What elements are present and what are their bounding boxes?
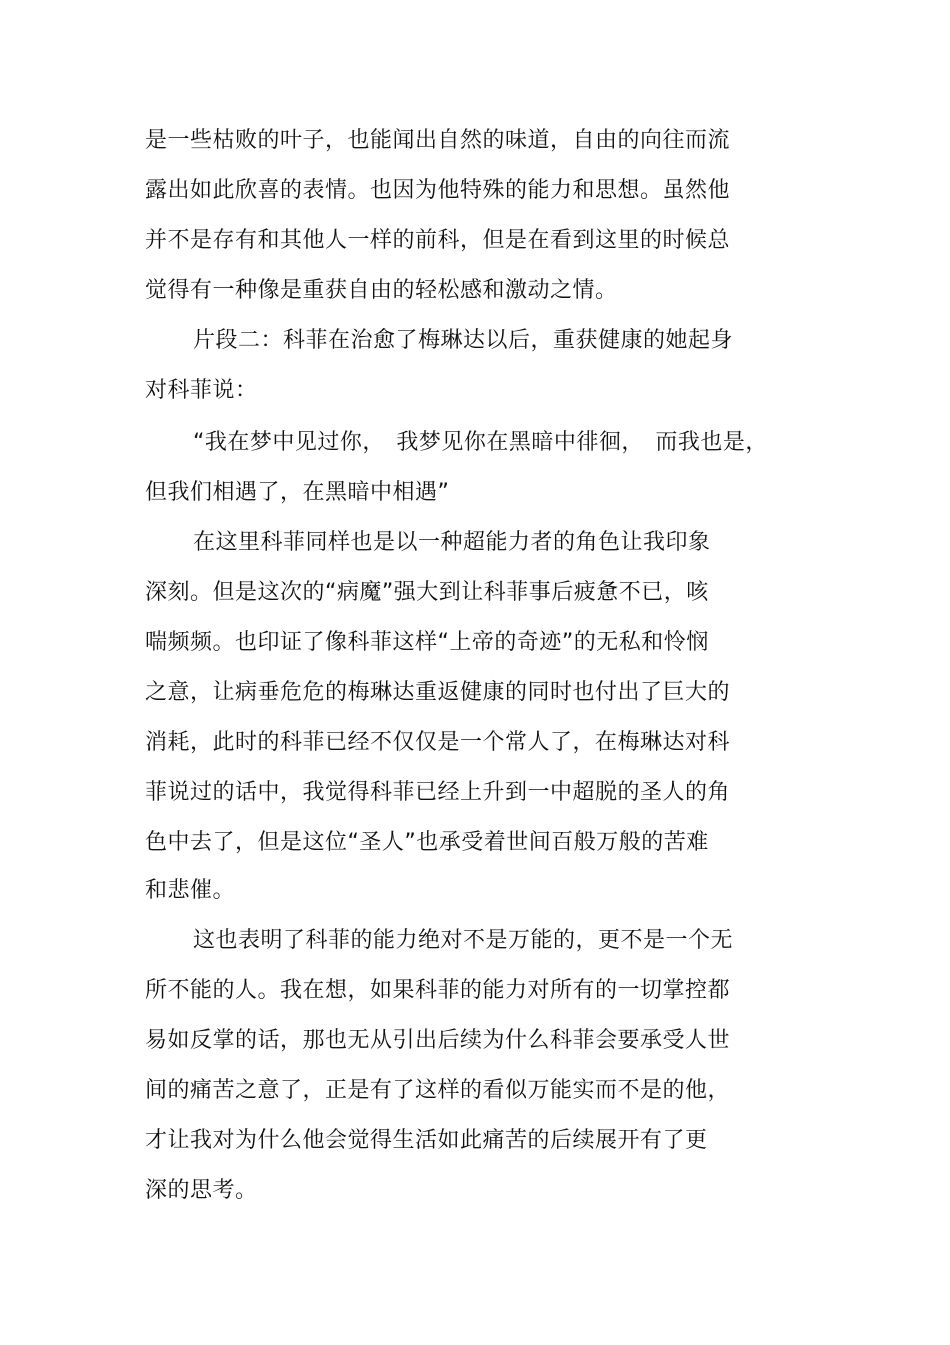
paragraph-start-line: 这也表明了科菲的能力绝对不是万能的，更不是一个无	[193, 928, 734, 953]
text-line: 才让我对为什么他会觉得生活如此痛苦的后续展开有了更	[145, 1128, 708, 1153]
text-line: 对科菲说：	[145, 378, 258, 403]
quote-line: 但我们相遇了，在黑暗中相遇”	[145, 480, 450, 505]
text-line: 是一些枯败的叶子，也能闻出自然的味道，自由的向往而流	[145, 128, 731, 153]
text-line: 所不能的人。我在想，如果科菲的能力对所有的一切掌控都	[145, 978, 731, 1003]
text-line: 间的痛苦之意了，正是有了这样的看似万能实而不是的他，	[145, 1078, 731, 1103]
text-line: 菲说过的话中，我觉得科菲已经上升到一中超脱的圣人的角	[145, 780, 731, 805]
text-line: 并不是存有和其他人一样的前科，但是在看到这里的时候总	[145, 228, 731, 253]
text-line: 易如反掌的话，那也无从引出后续为什么科菲会要承受人世	[145, 1028, 731, 1053]
text-line: 露出如此欣喜的表情。也因为他特殊的能力和思想。虽然他	[145, 178, 731, 203]
text-line: 和悲催。	[145, 878, 236, 903]
text-line: 消耗，此时的科菲已经不仅仅是一个常人了，在梅琳达对科	[145, 730, 731, 755]
paragraph-start-line: 在这里科菲同样也是以一种超能力者的角色让我印象	[193, 530, 711, 555]
text-line: 深刻。但是这次的“病魔”强大到让科菲事后疲惫不已，咳	[145, 580, 709, 605]
text-line: 觉得有一种像是重获自由的轻松感和激动之情。	[145, 278, 618, 303]
text-line: 深的思考。	[145, 1178, 258, 1203]
quote-line: “我在梦中见过你， 我梦见你在黑暗中徘徊， 而我也是，	[193, 430, 768, 455]
text-line: 喘频频。也印证了像科菲这样“上帝的奇迹”的无私和怜悯	[145, 630, 709, 655]
text-line: 之意，让病垂危危的梅琳达重返健康的同时也付出了巨大的	[145, 680, 731, 705]
paragraph-start-line: 片段二：科菲在治愈了梅琳达以后，重获健康的她起身	[193, 328, 734, 353]
text-line: 色中去了，但是这位“圣人”也承受着世间百般万般的苦难	[145, 830, 709, 855]
